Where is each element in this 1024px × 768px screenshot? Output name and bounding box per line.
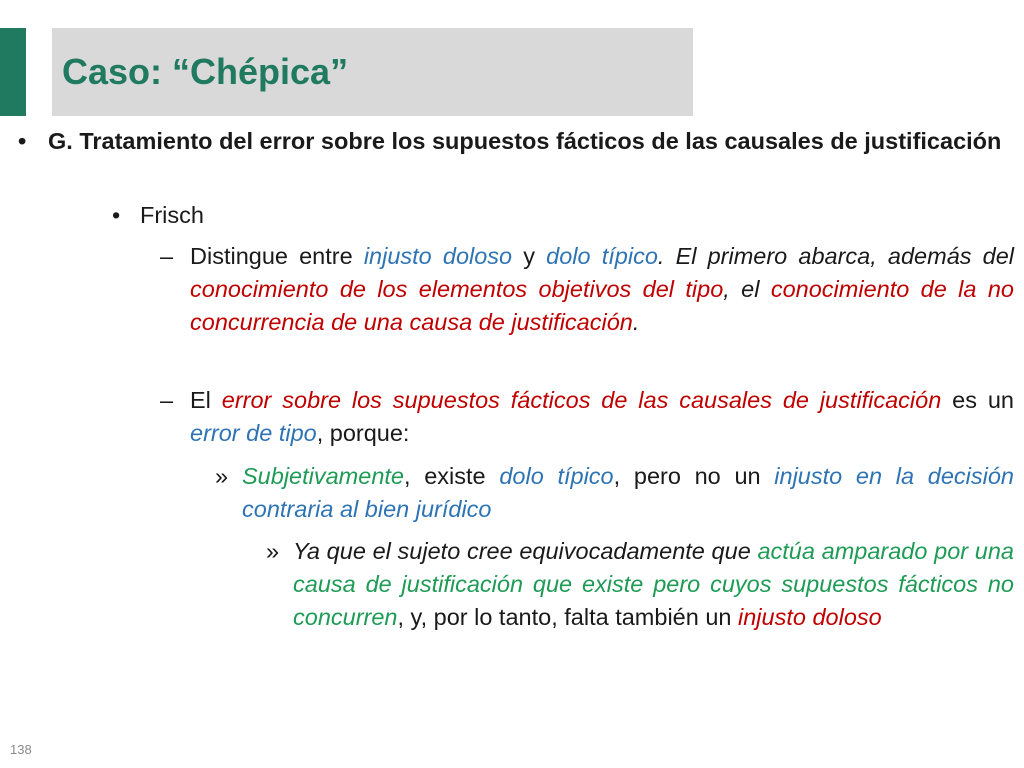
dash-bullet-2: – bbox=[160, 387, 174, 413]
bullet-level1: • bbox=[18, 128, 27, 154]
dash-bullet-1: – bbox=[160, 243, 174, 269]
term-injusto-doloso-2: injusto doloso bbox=[738, 604, 882, 630]
paragraph-ya-que bbox=[293, 535, 1014, 634]
term-dolo-tipico: dolo típico bbox=[546, 243, 658, 269]
paragraph-subjetivamente bbox=[242, 460, 1014, 526]
term-conocimiento-elementos: conocimiento de los elementos objetivos del tipo bbox=[190, 276, 724, 302]
level1-heading: G. Tratamiento del error sobre los supuestos fácticos de las causales de justificación bbox=[48, 128, 1002, 154]
term-actua-amparado: actúa amparado por una causa de justificación que existe pero cuyos supuestos fácticos no concurren bbox=[293, 538, 1014, 630]
text-span: Distingue entre bbox=[190, 243, 364, 269]
term-error-supuestos: error sobre los supuestos fácticos de las causales de justificación bbox=[221, 387, 942, 413]
text-span: El bbox=[190, 387, 222, 413]
term-subjetivamente: Subjetivamente bbox=[242, 463, 404, 489]
text-span: . El primero abarca, además del bbox=[657, 243, 1015, 269]
level2-author: Frisch bbox=[140, 202, 204, 228]
page-number: 138 bbox=[10, 742, 32, 757]
term-conocimiento-no-concurrencia: conocimiento de la no concurrencia de una causa de justificación bbox=[190, 276, 1014, 335]
term-error-de-tipo: error de tipo bbox=[190, 420, 317, 446]
text-span: , y, por lo tanto, falta también un bbox=[397, 604, 739, 630]
text-span: , porque: bbox=[316, 420, 410, 446]
text-span: , el bbox=[723, 276, 771, 302]
text-span: , existe bbox=[404, 463, 500, 489]
paragraph-error bbox=[190, 384, 1014, 450]
text-span: y bbox=[512, 243, 547, 269]
term-dolo-tipico-2: dolo típico bbox=[499, 463, 614, 489]
term-injusto-decision: injusto en la decisión contraria al bien jurídico bbox=[242, 463, 1014, 522]
paragraph-distingue bbox=[190, 240, 1014, 339]
raquo-bullet-1: » bbox=[215, 463, 229, 489]
term-injusto-doloso: injusto doloso bbox=[363, 243, 513, 269]
text-span: Ya que el sujeto cree equivocadamente que bbox=[293, 538, 758, 564]
text-span: . bbox=[632, 309, 640, 335]
raquo-bullet-2: » bbox=[266, 538, 280, 564]
text-span: es un bbox=[941, 387, 1014, 413]
slide-title: Caso: “Chépica” bbox=[62, 51, 349, 92]
bullet-level2: • bbox=[112, 202, 121, 228]
text-span: , pero no un bbox=[613, 463, 775, 489]
